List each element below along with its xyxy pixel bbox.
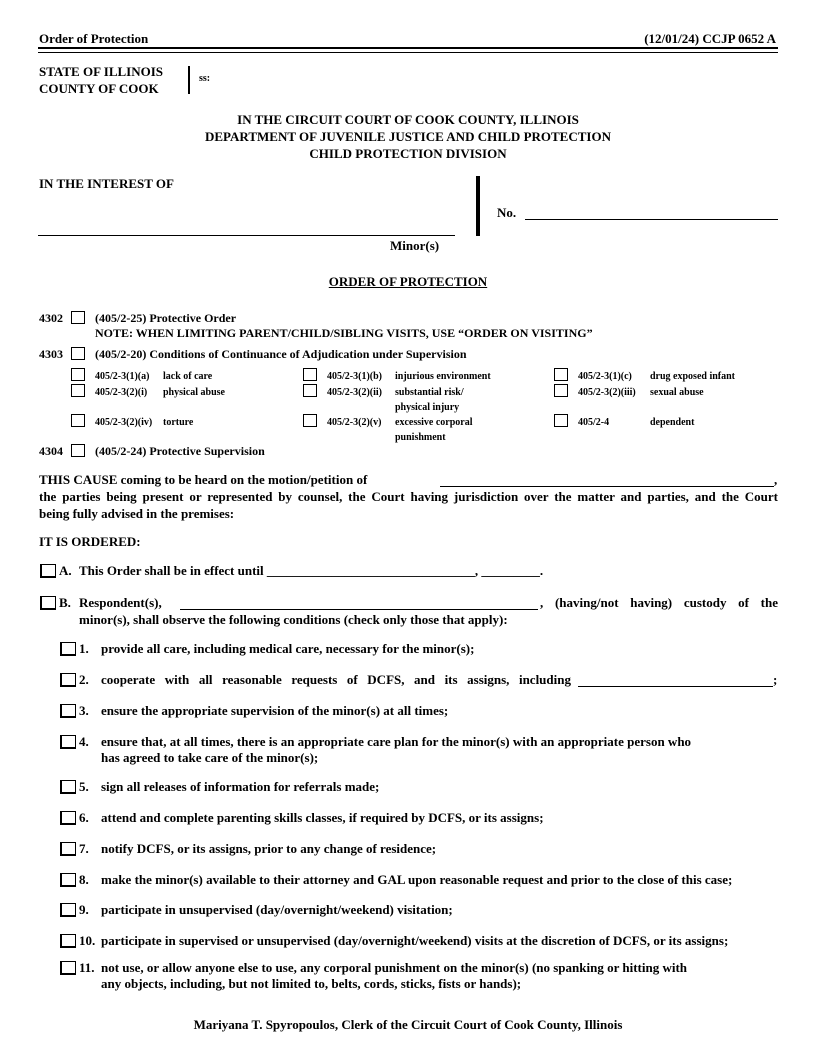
interest-of-label: IN THE INTEREST OF [39,176,174,191]
finding-checkbox[interactable] [71,384,85,397]
finding-code: 405/2-3(2)(i) [95,387,148,398]
finding-checkbox[interactable] [303,368,317,381]
finding-label: torture [163,417,194,428]
form-code: (12/01/24) CCJP 0652 A [644,31,776,46]
cause-line-1: THIS CAUSE coming to be heard on the motion/petition of [39,472,368,487]
finding-label: injurious environment [395,371,491,382]
finding-checkbox[interactable] [303,414,317,427]
finding-code: 405/2-3(1)(c) [578,371,632,382]
footer-clerk: Mariyana T. Spyropoulos, Clerk of the Circuit Court of Cook County, Illinois [193,1017,623,1032]
checkbox-condition-1[interactable] [60,642,76,656]
cause-line-3: being fully advised in the premises: [39,506,235,521]
checkbox-condition-4[interactable] [60,735,76,749]
finding-code: 405/2-3(2)(v) [327,417,382,428]
condition-text [101,672,571,688]
finding-label: lack of care [163,371,213,382]
condition-text: sign all releases of information for referrals made; [101,779,380,794]
condition-num: 7. [79,841,89,856]
finding-checkbox[interactable] [303,384,317,397]
finding-code: 405/2-3(1)(b) [327,371,382,382]
order-title: ORDER OF PROTECTION [328,274,488,289]
condition-num: 2. [79,672,89,687]
code-4304: 4304 [39,444,63,458]
checkbox-condition-10[interactable] [60,934,76,948]
finding-checkbox[interactable] [554,368,568,381]
condition-num: 1. [79,641,89,656]
finding-label: dependent [650,417,695,428]
finding-code: 405/2-3(2)(ii) [327,387,382,398]
condition-text: participate in supervised or unsupervised (day/overnight/weekend) visits at the discretion of DCFS, or its assigns; [101,933,729,948]
checkbox-condition-8[interactable] [60,873,76,887]
checkbox-4304[interactable] [71,444,85,457]
checkbox-condition-7[interactable] [60,842,76,856]
condition-num: 4. [79,734,89,749]
item-b-tail-text: , (having/not having) custody of the [540,595,778,610]
condition-num: 8. [79,872,89,887]
code-4304-text: (405/2-24) Protective Supervision [95,444,265,458]
court-line-1: IN THE CIRCUIT COURT OF COOK COUNTY, ILLINOIS [237,112,579,127]
checkbox-condition-5[interactable] [60,780,76,794]
checkbox-condition-3[interactable] [60,704,76,718]
finding-checkbox[interactable] [71,414,85,427]
code-4302-text: (405/2-25) Protective Order [95,311,237,325]
condition-text: not use, or allow anyone else to use, any corporal punishment on the minor(s) (no spanking or hitting with [101,960,688,975]
finding-code: 405/2-3(2)(iv) [95,417,153,428]
cause-line-2: the parties being present or represented by counsel, the Court having jurisdiction over the matter and parties, and the Court [39,489,778,504]
code-4302: 4302 [39,311,63,325]
condition-text-cont: any objects, including, but not limited to, belts, cords, sticks, fists or hands); [101,976,522,991]
code-4302-note: NOTE: WHEN LIMITING PARENT/CHILD/SIBLING VISITS, USE “ORDER ON VISITING” [95,326,593,340]
cause-comma: , [774,472,778,487]
checkbox-condition-9[interactable] [60,903,76,917]
finding-label: sexual abuse [650,387,704,398]
condition-2-field[interactable] [578,686,773,687]
finding-code: 405/2-3(1)(a) [95,371,150,382]
condition-text: participate in unsupervised (day/overnight/weekend) visitation; [101,902,453,917]
checkbox-item-b[interactable] [40,596,56,610]
finding-checkbox[interactable] [71,368,85,381]
condition-num: 9. [79,902,89,917]
form-title: Order of Protection [39,31,149,46]
condition-num: 11. [79,960,95,975]
finding-code: 405/2-3(2)(iii) [578,387,636,398]
condition-text: provide all care, including medical care, necessary for the minor(s); [101,641,475,656]
condition-text-2: cooperate with all reasonable requests of DCFS, and its assigns, including [101,672,571,687]
checkbox-condition-2[interactable] [60,673,76,687]
finding-label-cont: physical injury [395,402,460,413]
finding-label-cont: punishment [395,432,446,443]
checkbox-4302[interactable] [71,311,85,324]
condition-num: 10. [79,933,96,948]
petitioner-field[interactable] [440,486,774,487]
finding-code: 405/2-4 [578,417,610,428]
code-4303-text: (405/2-20) Conditions of Continuance of Adjudication under Supervision [95,347,467,361]
caption-divider [476,176,480,236]
condition-text: ensure the appropriate supervision of the minor(s) at all times; [101,703,449,718]
finding-checkbox[interactable] [554,384,568,397]
checkbox-4303[interactable] [71,347,85,360]
item-b-tail [540,595,778,611]
finding-label: physical abuse [163,387,225,398]
item-b-letter: B. [59,595,71,610]
it-is-ordered: IT IS ORDERED: [39,534,141,549]
finding-label: drug exposed infant [650,371,736,382]
condition-num: 6. [79,810,89,825]
finding-label: substantial risk/ [395,387,464,398]
checkbox-item-a[interactable] [40,564,56,578]
item-a-letter: A. [59,563,72,578]
condition-text: make the minor(s) available to their attorney and GAL upon reasonable request and prior to the close of this case; [101,872,733,887]
respondent-field[interactable] [180,609,538,610]
venue-state: STATE OF ILLINOIS [39,64,164,79]
court-line-2: DEPARTMENT OF JUVENILE JUSTICE AND CHILD PROTECTION [205,129,611,144]
checkbox-condition-11[interactable] [60,961,76,975]
venue-ss: ss: [199,73,211,84]
header-rule-thin [38,52,778,53]
item-b-line-2: minor(s), shall observe the following conditions (check only those that apply): [79,612,508,627]
case-no-field[interactable] [525,219,778,220]
venue-bracket [188,66,190,94]
minor-name-field[interactable] [38,235,455,236]
venue-county: COUNTY OF COOK [39,81,159,96]
header-rule-thick [38,47,778,49]
item-b-lead: Respondent(s), [79,595,162,610]
condition-2-tail: ; [773,672,778,687]
code-4303: 4303 [39,347,63,361]
condition-num: 3. [79,703,89,718]
finding-label: excessive corporal [395,417,473,428]
checkbox-condition-6[interactable] [60,811,76,825]
minor-label: Minor(s) [390,238,440,253]
condition-text: notify DCFS, or its assigns, prior to any change of residence; [101,841,437,856]
finding-checkbox[interactable] [554,414,568,427]
condition-text: ensure that, at all times, there is an appropriate care plan for the minor(s) with an appropriate person who [101,734,692,749]
item-a-text: This Order shall be in effect until ________________________________, _________. [79,563,544,578]
condition-text-cont: has agreed to take care of the minor(s); [101,750,319,765]
court-line-3: CHILD PROTECTION DIVISION [309,146,507,161]
condition-text: attend and complete parenting skills classes, if required by DCFS, or its assigns; [101,810,544,825]
case-no-label: No. [497,205,517,220]
condition-num: 5. [79,779,89,794]
